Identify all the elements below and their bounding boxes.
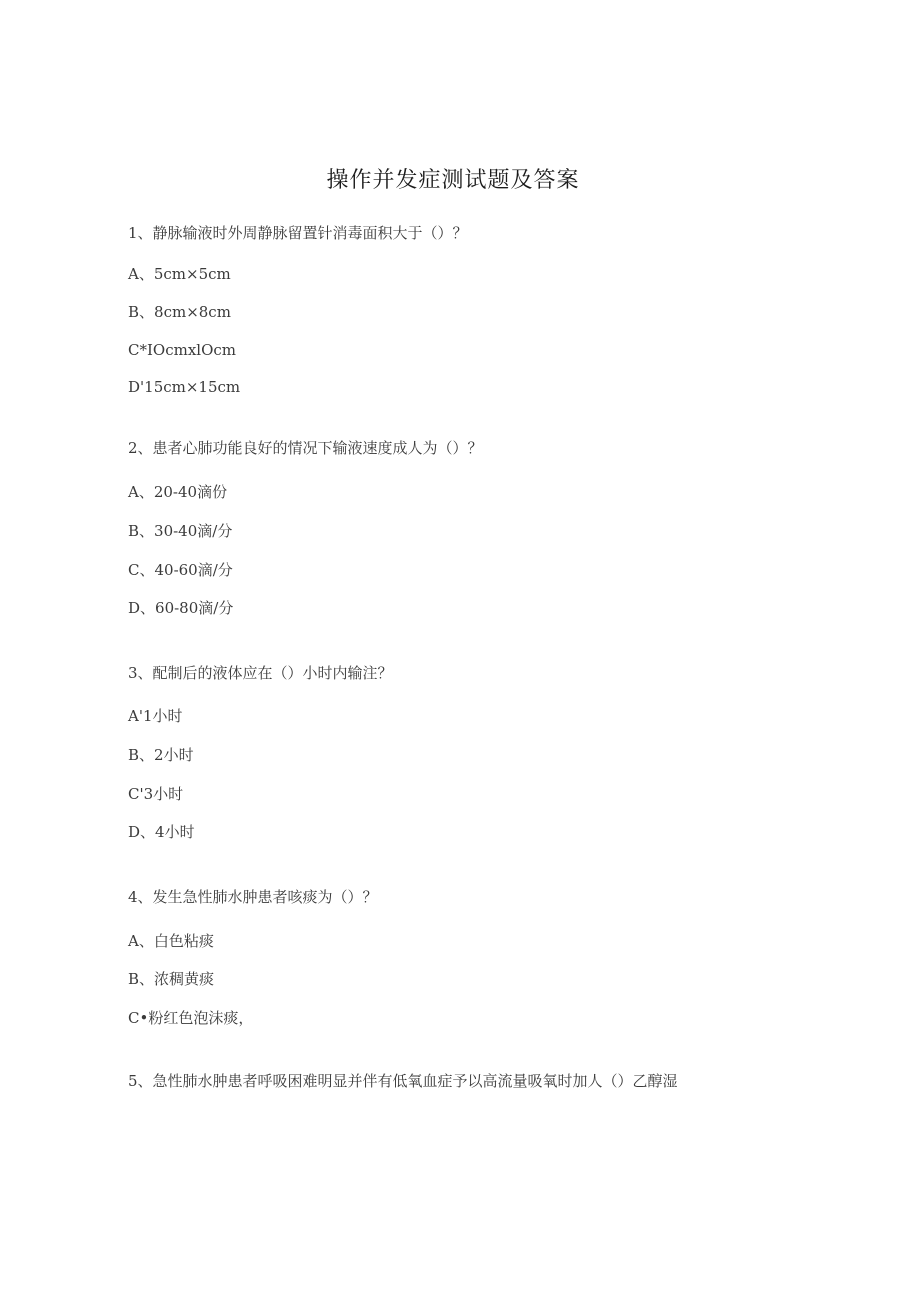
- question-3-option-b: B、2小时: [128, 746, 194, 764]
- question-2-option-d: D、60-80滴/分: [128, 599, 234, 617]
- question-3-option-d: D、4小时: [128, 823, 195, 841]
- question-1-text: 1、静脉输液时外周静脉留置针消毒面积大于（）？: [128, 224, 468, 242]
- question-3-text: 3、配制后的液体应在（）小时内输注？: [128, 664, 393, 682]
- question-2-option-b: B、30-40滴/分: [128, 522, 233, 540]
- question-2-option-a: A、20-40滴份: [128, 483, 228, 501]
- question-1-option-b: B、8cm×8cm: [128, 303, 231, 321]
- question-2-text: 2、患者心肺功能良好的情况下输液速度成人为（）？: [128, 439, 483, 457]
- question-2-option-c: C、40-60滴/分: [128, 561, 233, 579]
- question-5-text: 5、急性肺水肿患者呼吸困难明显并伴有低氧血症予以高流量吸氧时加人（）乙醇湿: [128, 1072, 678, 1090]
- question-4-option-a: A、白色粘痰: [128, 932, 214, 950]
- question-1-option-c: C*IOcmxlOcm: [128, 341, 237, 359]
- question-3-option-c: C'3小时: [128, 785, 184, 803]
- question-4-text: 4、发生急性肺水肿患者咳痰为（）？: [128, 888, 378, 906]
- document-title: 操作并发症测试题及答案: [326, 168, 580, 193]
- question-1-option-a: A、5cm×5cm: [128, 265, 231, 283]
- question-4-option-b: B、浓稠黄痰: [128, 970, 215, 988]
- question-1-option-d: D'15cm×15cm: [128, 378, 241, 396]
- question-3-option-a: A'1小时: [128, 707, 183, 725]
- question-4-option-c: C•粉红色泡沫痰，: [128, 1009, 254, 1027]
